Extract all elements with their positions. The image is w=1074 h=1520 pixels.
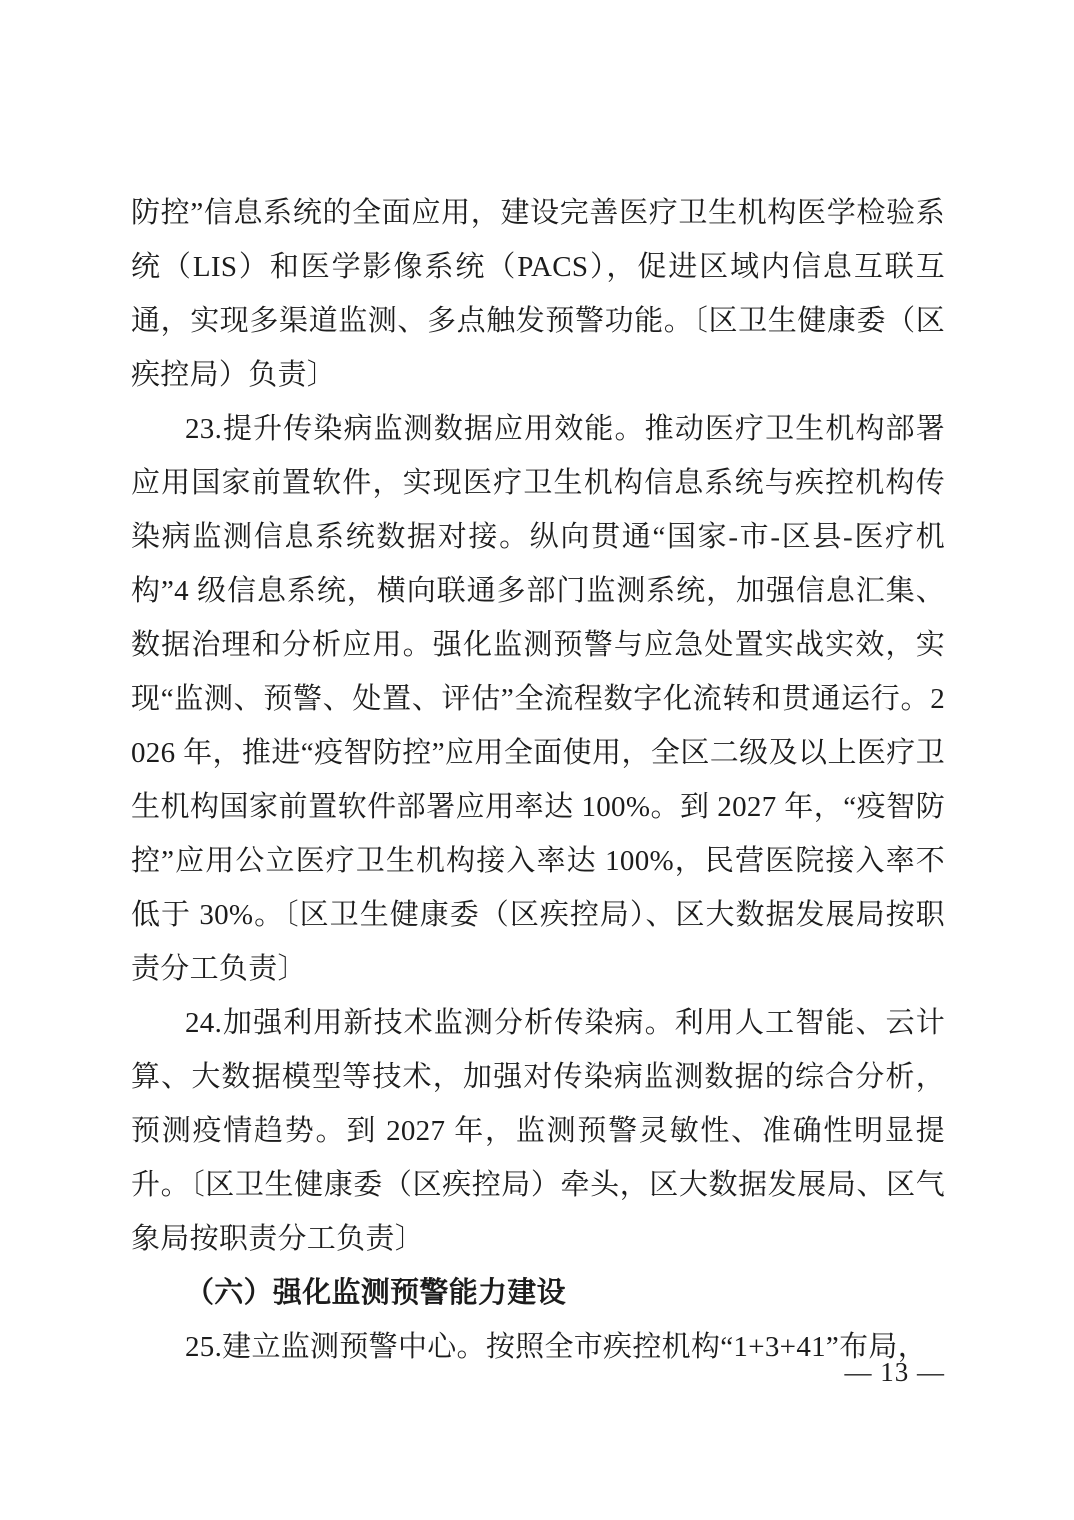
document-body xyxy=(131,186,945,1374)
section-heading-6: （六）强化监测预警能力建设 xyxy=(185,1277,566,1309)
paragraph-continuation: 防控”信息系统的全面应用，建设完善医疗卫生机构医学检验系统（LIS）和医学影像系统（PACS），促进区域内信息互联互通，实现多渠道监测、多点触发预警功能。〔区卫生健康委（区疾控局）负责〕 xyxy=(131,197,945,391)
paragraph-item-25: 25.建立监测预警中心。按照全市疾控机构“1+3+41”布局， xyxy=(185,1331,928,1363)
paragraph-item-23: 23.提升传染病监测数据应用效能。推动医疗卫生机构部署应用国家前置软件，实现医疗卫生机构信息系统与疾控机构传染病监测信息系统数据对接。纵向贯通“国家-市-区县-医疗机构”4 级信息系统，横向联通多部门监测系统，加强信息汇集、数据治理和分析应用。强化监测预警与应急处置实战实效，实现“监测、预警、处置、评估”全流程数字化流转和贯通运行。2026 年，推进“疫智防控”应用全面使用，全区二级及以上医疗卫生机构国家前置软件部署应用率达 100%。到 2027 年，“疫智防控”应用公立医疗卫生机构接入率达 100%，民营医院接入率不低于 30%。〔区卫生健康委（区疾控局）、区大数据发展局按职责分工负责〕 xyxy=(131,413,945,985)
paragraph-item-24: 24.加强利用新技术监测分析传染病。利用人工智能、云计算、大数据模型等技术，加强对传染病监测数据的综合分析，预测疫情趋势。到 2027 年，监测预警灵敏性、准确性明显提升。〔区卫生健康委（区疾控局）牵头，区大数据发展局、区气象局按职责分工负责〕 xyxy=(131,1007,945,1255)
page-number: — 13 — xyxy=(844,1357,945,1387)
